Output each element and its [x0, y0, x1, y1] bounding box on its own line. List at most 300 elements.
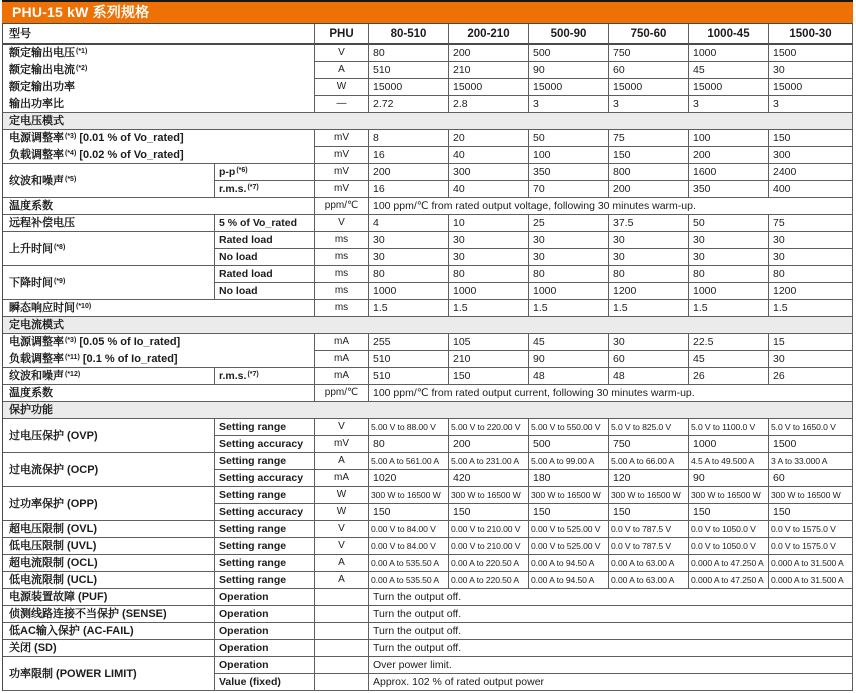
param-label-suffix: [0.1 % of Io_rated]: [79, 353, 178, 365]
value-cell: 50: [529, 130, 609, 147]
value-cell: 30: [609, 232, 689, 249]
value-cell: 150: [689, 504, 769, 521]
value-cell: 1.5: [449, 300, 529, 317]
unit-cell: W: [315, 487, 369, 504]
param-label: [3, 419, 215, 453]
value-cell: 5.0 V to 825.0 V: [609, 419, 689, 436]
footnote-marker: (*3): [65, 133, 77, 140]
sub-param-text: r.m.s.: [219, 370, 247, 382]
spec-row: [3, 96, 853, 113]
param-label: [3, 45, 315, 62]
value-cell: 0.0 V to 1575.0 V: [769, 538, 853, 555]
value-span-cell: Turn the output off.: [369, 606, 853, 623]
unit-cell: V: [315, 521, 369, 538]
value-cell: 45: [689, 62, 769, 79]
sub-param-label: [215, 657, 315, 674]
model-header: 80-510: [369, 24, 449, 45]
value-cell: 200: [689, 147, 769, 164]
value-cell: 30: [769, 62, 853, 79]
value-cell: 1000: [689, 45, 769, 62]
value-cell: 37.5: [609, 215, 689, 232]
spec-row: [3, 453, 853, 470]
sub-param-label: [215, 538, 315, 555]
section-row: [3, 113, 853, 130]
value-cell: 0.0 V to 1050.0 V: [689, 521, 769, 538]
unit-cell: A: [315, 453, 369, 470]
param-label-text: 额定输出电压: [9, 47, 75, 59]
value-cell: 60: [769, 470, 853, 487]
value-cell: 0.0 V to 1575.0 V: [769, 521, 853, 538]
value-cell: 80: [449, 266, 529, 283]
value-cell: 30: [369, 249, 449, 266]
value-cell: 30: [769, 232, 853, 249]
value-cell: 80: [369, 266, 449, 283]
value-cell: 510: [369, 62, 449, 79]
value-cell: 90: [529, 62, 609, 79]
sub-param-text: Setting range: [219, 523, 287, 535]
sub-param-label: [215, 419, 315, 436]
value-cell: 150: [529, 504, 609, 521]
param-label: [3, 385, 315, 402]
param-label-text: 侦测线路连接不当保护 (SENSE): [9, 608, 167, 620]
param-label: [3, 589, 215, 606]
unit-cell: V: [315, 215, 369, 232]
value-cell: 48: [529, 368, 609, 385]
sub-param-text: r.m.s.: [219, 183, 247, 195]
sub-param-label: [215, 521, 315, 538]
param-label-text: 输出功率比: [9, 98, 64, 110]
unit-cell: A: [315, 62, 369, 79]
sub-param-text: Setting range: [219, 540, 287, 552]
value-cell: 30: [769, 351, 853, 368]
sub-param-label: [215, 266, 315, 283]
value-cell: 40: [449, 181, 529, 198]
param-label: [3, 538, 215, 555]
spec-row: [3, 589, 853, 606]
spec-row: [3, 198, 853, 215]
value-cell: 750: [609, 45, 689, 62]
value-cell: 2400: [769, 164, 853, 181]
section-header: 保护功能: [3, 402, 853, 419]
param-label: [3, 334, 315, 351]
sub-param-label: [215, 368, 315, 385]
value-cell: 30: [369, 232, 449, 249]
param-label-text: 瞬态响应时间: [9, 302, 75, 314]
value-cell: 30: [689, 249, 769, 266]
value-cell: 420: [449, 470, 529, 487]
value-cell: 0.000 A to 47.250 A: [689, 555, 769, 572]
value-cell: 40: [449, 147, 529, 164]
param-label-suffix: [0.05 % of Io_rated]: [76, 336, 181, 348]
value-cell: 100: [689, 130, 769, 147]
value-cell: 300 W to 16500 W: [449, 487, 529, 504]
unit-cell: mA: [315, 470, 369, 487]
param-label: [3, 300, 315, 317]
sub-param-label: [215, 470, 315, 487]
sub-param-text: Setting range: [219, 574, 287, 586]
value-cell: 15: [769, 334, 853, 351]
sub-param-text: Rated load: [219, 268, 273, 280]
value-cell: 100: [529, 147, 609, 164]
sub-param-text: Setting accuracy: [219, 506, 304, 518]
value-cell: 20: [449, 130, 529, 147]
footnote-marker: (*11): [65, 354, 80, 361]
value-cell: 0.00 A to 63.00 A: [609, 555, 689, 572]
unit-cell: mV: [315, 436, 369, 453]
unit-cell: W: [315, 79, 369, 96]
spec-row: [3, 640, 853, 657]
unit-cell: V: [315, 419, 369, 436]
value-cell: 30: [529, 232, 609, 249]
sub-param-label: [215, 181, 315, 198]
spec-row: [3, 521, 853, 538]
value-cell: 80: [369, 45, 449, 62]
value-cell: 350: [689, 181, 769, 198]
spec-row: [3, 45, 853, 62]
value-cell: 80: [769, 266, 853, 283]
sub-param-text: p-p: [219, 166, 236, 178]
value-cell: 15000: [609, 79, 689, 96]
value-cell: 60: [609, 351, 689, 368]
value-cell: 510: [369, 368, 449, 385]
unit-cell: A: [315, 555, 369, 572]
value-cell: 500: [529, 45, 609, 62]
value-cell: 0.00 A to 220.50 A: [449, 555, 529, 572]
value-cell: 0.000 A to 31.500 A: [769, 555, 853, 572]
sub-param-label: [215, 504, 315, 521]
param-label: [3, 96, 315, 113]
footnote-marker: (*1): [76, 48, 88, 55]
sub-param-text: Rated load: [219, 234, 273, 246]
value-cell: 80: [529, 266, 609, 283]
param-label-text: 负载调整率: [9, 149, 64, 161]
sub-param-text: Operation: [219, 608, 269, 620]
sub-param-label: [215, 232, 315, 249]
value-cell: 300 W to 16500 W: [689, 487, 769, 504]
value-cell: 1.5: [609, 300, 689, 317]
param-label-text: 电源装置故障 (PUF): [9, 591, 108, 603]
sub-param-label: [215, 623, 315, 640]
value-cell: 26: [769, 368, 853, 385]
value-cell: 0.00 A to 63.00 A: [609, 572, 689, 589]
value-cell: 0.00 A to 535.50 A: [369, 555, 449, 572]
value-span-cell: 100 ppm/℃ from rated output voltage, following 30 minutes warm-up.: [369, 198, 853, 215]
footnote-marker: (*7): [247, 184, 259, 191]
value-cell: 150: [609, 147, 689, 164]
param-label: [3, 351, 315, 368]
spec-row: [3, 487, 853, 504]
unit-cell: ms: [315, 283, 369, 300]
param-label: [3, 640, 215, 657]
param-label-text: 纹波和噪声: [9, 370, 64, 382]
spec-row: [3, 572, 853, 589]
param-label-text: 温度系数: [9, 387, 53, 399]
param-label: [3, 623, 215, 640]
sub-param-text: Operation: [219, 591, 269, 603]
sub-param-text: Setting range: [219, 455, 287, 467]
value-cell: 0.00 V to 210.00 V: [449, 521, 529, 538]
spec-row: [3, 538, 853, 555]
unit-cell: [315, 606, 369, 623]
value-cell: 80: [369, 436, 449, 453]
value-cell: 2.72: [369, 96, 449, 113]
param-label-text: 纹波和噪声: [9, 174, 64, 187]
value-cell: 750: [609, 436, 689, 453]
value-cell: 5.0 V to 1100.0 V: [689, 419, 769, 436]
model-header: 200-210: [449, 24, 529, 45]
sub-param-label: [215, 215, 315, 232]
value-span-cell: Turn the output off.: [369, 623, 853, 640]
value-cell: 0.00 V to 84.00 V: [369, 521, 449, 538]
spec-row: [3, 351, 853, 368]
value-cell: 210: [449, 62, 529, 79]
param-label-suffix: [0.01 % of Vo_rated]: [76, 132, 184, 144]
value-cell: 80: [689, 266, 769, 283]
model-header: 1000-45: [689, 24, 769, 45]
param-label: [3, 487, 215, 521]
value-cell: 22.5: [689, 334, 769, 351]
param-label: [3, 130, 315, 147]
unit-cell: mV: [315, 181, 369, 198]
value-cell: 1200: [769, 283, 853, 300]
spec-row: [3, 300, 853, 317]
value-cell: 3: [769, 96, 853, 113]
value-cell: 75: [609, 130, 689, 147]
param-label-text: 上升时间: [9, 242, 53, 255]
value-cell: 1.5: [689, 300, 769, 317]
value-cell: 80: [609, 266, 689, 283]
footnote-marker: (*12): [65, 371, 81, 378]
section-header: 定电流模式: [3, 317, 853, 334]
spec-row: [3, 147, 853, 164]
value-cell: 300 W to 16500 W: [369, 487, 449, 504]
value-cell: 15000: [689, 79, 769, 96]
value-cell: 210: [449, 351, 529, 368]
value-cell: 0.0 V to 787.5 V: [609, 538, 689, 555]
value-span-cell: 100 ppm/℃ from rated output current, following 30 minutes warm-up.: [369, 385, 853, 402]
footnote-marker: (*7): [247, 371, 259, 378]
param-label: [3, 606, 215, 623]
value-cell: 0.000 A to 31.500 A: [769, 572, 853, 589]
value-cell: 48: [609, 368, 689, 385]
value-cell: 150: [369, 504, 449, 521]
value-cell: 1.5: [529, 300, 609, 317]
unit-cell: ms: [315, 300, 369, 317]
value-cell: 1000: [529, 283, 609, 300]
value-cell: 1.5: [369, 300, 449, 317]
param-label-text: 过电流保护 (OCP): [9, 463, 99, 476]
value-cell: 2.8: [449, 96, 529, 113]
param-label-text: 额定输出功率: [9, 81, 75, 93]
value-cell: 5.0 V to 1650.0 V: [769, 419, 853, 436]
spec-row: [3, 130, 853, 147]
param-label: [3, 368, 215, 385]
value-cell: 26: [689, 368, 769, 385]
value-cell: 1600: [689, 164, 769, 181]
unit-cell: mA: [315, 351, 369, 368]
unit-cell: A: [315, 572, 369, 589]
value-cell: 300 W to 16500 W: [769, 487, 853, 504]
spec-row: [3, 385, 853, 402]
spec-row: [3, 368, 853, 385]
param-label-text: 过电压保护 (OVP): [9, 429, 98, 442]
value-cell: 15000: [449, 79, 529, 96]
unit-cell: mV: [315, 164, 369, 181]
unit-cell: mV: [315, 130, 369, 147]
unit-cell: ms: [315, 232, 369, 249]
value-cell: 0.00 V to 210.00 V: [449, 538, 529, 555]
value-cell: 150: [449, 504, 529, 521]
spec-row: [3, 419, 853, 436]
model-column-header: 型号: [3, 24, 315, 45]
value-cell: 200: [369, 164, 449, 181]
value-cell: 30: [609, 334, 689, 351]
param-label-text: 过功率保护 (OPP): [9, 497, 98, 510]
spec-row: [3, 215, 853, 232]
value-cell: 30: [529, 249, 609, 266]
param-label: [3, 572, 215, 589]
param-label: [3, 198, 315, 215]
sub-param-label: [215, 589, 315, 606]
value-cell: 1500: [769, 45, 853, 62]
unit-cell: mV: [315, 147, 369, 164]
spec-row: [3, 623, 853, 640]
param-label-text: 低电流限制 (UCL): [9, 574, 97, 586]
unit-cell: ppm/℃: [315, 198, 369, 215]
value-cell: 200: [609, 181, 689, 198]
sub-param-text: Value (fixed): [219, 676, 281, 688]
param-label-text: 电源调整率: [9, 132, 64, 144]
param-label-text: 关闭 (SD): [9, 642, 57, 654]
value-cell: 90: [689, 470, 769, 487]
value-cell: 70: [529, 181, 609, 198]
sub-param-text: Setting accuracy: [219, 438, 304, 450]
sub-param-text: Operation: [219, 642, 269, 654]
value-cell: 0.00 A to 94.50 A: [529, 572, 609, 589]
value-cell: 5.00 V to 220.00 V: [449, 419, 529, 436]
value-cell: 400: [769, 181, 853, 198]
unit-cell: ms: [315, 266, 369, 283]
value-cell: 90: [529, 351, 609, 368]
param-label: [3, 79, 315, 96]
sub-param-text: No load: [219, 285, 258, 297]
param-label: [3, 147, 315, 164]
value-cell: 4: [369, 215, 449, 232]
value-cell: 1000: [369, 283, 449, 300]
value-cell: 3 A to 33.000 A: [769, 453, 853, 470]
value-cell: 1500: [769, 436, 853, 453]
param-label: [3, 164, 215, 198]
value-span-cell: Turn the output off.: [369, 589, 853, 606]
unit-cell: [315, 640, 369, 657]
sub-param-text: Setting range: [219, 421, 287, 433]
footnote-marker: (*3): [65, 337, 77, 344]
value-cell: 105: [449, 334, 529, 351]
value-cell: 5.00 V to 88.00 V: [369, 419, 449, 436]
unit-cell: V: [315, 45, 369, 62]
value-cell: 3: [529, 96, 609, 113]
value-cell: 180: [529, 470, 609, 487]
unit-cell: V: [315, 538, 369, 555]
sub-param-text: Setting range: [219, 557, 287, 569]
value-cell: 5.00 A to 66.00 A: [609, 453, 689, 470]
value-cell: 0.00 A to 535.50 A: [369, 572, 449, 589]
value-cell: 30: [769, 249, 853, 266]
value-cell: 200: [449, 45, 529, 62]
value-cell: 15000: [769, 79, 853, 96]
value-cell: 120: [609, 470, 689, 487]
value-cell: 4.5 A to 49.500 A: [689, 453, 769, 470]
value-cell: 5.00 A to 231.00 A: [449, 453, 529, 470]
spec-row: [3, 62, 853, 79]
value-cell: 1200: [609, 283, 689, 300]
value-cell: 510: [369, 351, 449, 368]
sub-param-label: [215, 674, 315, 691]
section-header: 定电压模式: [3, 113, 853, 130]
value-cell: 0.00 V to 525.00 V: [529, 521, 609, 538]
value-cell: 500: [529, 436, 609, 453]
spec-row: [3, 657, 853, 674]
param-label: [3, 657, 215, 691]
param-label: [3, 266, 215, 300]
param-label: [3, 215, 215, 232]
unit-cell: mA: [315, 368, 369, 385]
value-cell: 45: [689, 351, 769, 368]
param-label-text: 低电压限制 (UVL): [9, 540, 97, 552]
sub-param-label: [215, 164, 315, 181]
value-cell: 30: [609, 249, 689, 266]
unit-cell: ppm/℃: [315, 385, 369, 402]
value-cell: 0.000 A to 47.250 A: [689, 572, 769, 589]
footnote-marker: (*5): [65, 175, 77, 183]
value-cell: 150: [449, 368, 529, 385]
footnote-marker: (*6): [236, 167, 248, 174]
value-cell: 3: [609, 96, 689, 113]
table-header-row: [3, 24, 853, 45]
param-label-text: 下降时间: [9, 276, 53, 289]
param-label: [3, 521, 215, 538]
value-cell: 45: [529, 334, 609, 351]
value-cell: 300 W to 16500 W: [529, 487, 609, 504]
value-cell: 300: [769, 147, 853, 164]
unit-cell: —: [315, 96, 369, 113]
spec-row: [3, 555, 853, 572]
value-cell: 16: [369, 147, 449, 164]
param-label: [3, 62, 315, 79]
value-cell: 0.00 V to 525.00 V: [529, 538, 609, 555]
footnote-marker: (*10): [76, 303, 92, 310]
value-cell: 75: [769, 215, 853, 232]
value-cell: 255: [369, 334, 449, 351]
value-cell: 30: [449, 249, 529, 266]
page-title: PHU-15 kW 系列规格: [2, 0, 853, 23]
sub-param-label: [215, 436, 315, 453]
value-cell: 16: [369, 181, 449, 198]
spec-row: [3, 606, 853, 623]
unit-cell: ms: [315, 249, 369, 266]
model-header: 750-60: [609, 24, 689, 45]
sub-param-text: No load: [219, 251, 258, 263]
param-label-text: 功率限制 (POWER LIMIT): [9, 667, 137, 680]
value-cell: 5.00 A to 99.00 A: [529, 453, 609, 470]
value-cell: 50: [689, 215, 769, 232]
param-label-text: 超电流限制 (OCL): [9, 557, 98, 569]
spec-table: [2, 23, 853, 691]
value-cell: 5.00 V to 550.00 V: [529, 419, 609, 436]
sub-param-label: [215, 283, 315, 300]
value-span-cell: Turn the output off.: [369, 640, 853, 657]
value-span-cell: Over power limit.: [369, 657, 853, 674]
